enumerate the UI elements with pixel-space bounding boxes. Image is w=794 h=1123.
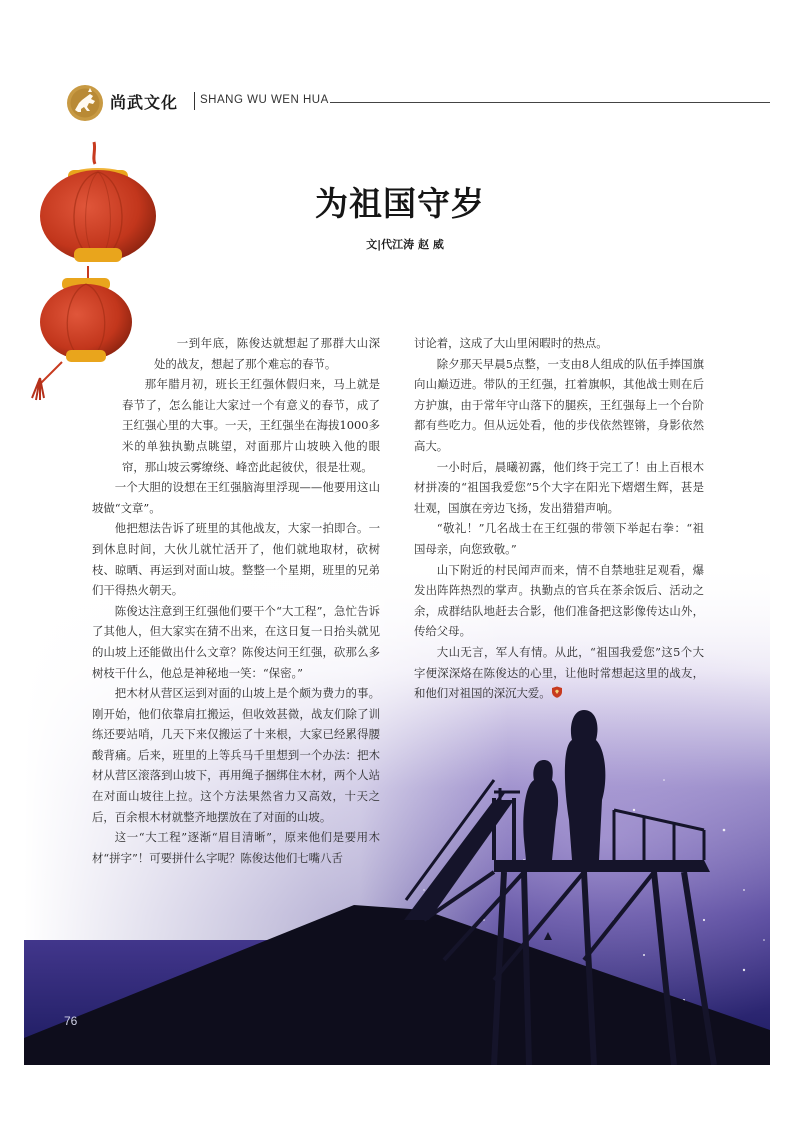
paragraph — [414, 642, 704, 704]
paragraph: “敬礼！”几名战士在王红强的带领下举起右拳：“祖国母亲，向您致敬。” — [414, 521, 704, 556]
warrior-horse-logo-icon — [66, 84, 104, 122]
paragraph: 陈俊达注意到王红强他们要干个“大工程”，急忙告诉了其他人，但大家实在猜不出来，在这日复一日抬头就见的山坡上还能做出什么文章？陈俊达问王红强，砍那么多树枝干什么，他总是神秘地一笑：“保密。” — [92, 603, 380, 680]
article-column-right — [414, 333, 704, 704]
header-rule — [330, 102, 770, 103]
paragraph: 他把想法告诉了班里的其他战友，大家一拍即合。一到休息时间，大伙儿就忙活开了，他们就地取材，砍树枝、晾晒、再运到对面山坡。整整一个星期，班里的兄弟们干得热火朝天。 — [92, 521, 380, 598]
paragraph: 这一“大工程”逐渐“眉目清晰”，原来他们是要用木材“拼字”！可要拼什么字呢？陈俊达他们七嘴八舌 — [92, 830, 380, 865]
article-column-left — [92, 333, 380, 868]
paragraph: 一到年底，陈俊达就想起了那群大山深处的战友，想起了那个难忘的春节。 — [154, 336, 380, 371]
brand-title: 尚武文化 — [110, 93, 179, 112]
shield-end-mark-icon — [551, 686, 563, 698]
paragraph: 山下附近的村民闻声而来，情不自禁地驻足观看，爆发出阵阵热烈的掌声。执勤点的官兵在茶余饭后、活动之余，成群结队地赶去合影，他们准备把这影像传达山外，传给父母。 — [414, 562, 704, 639]
top-lantern-icon — [38, 140, 162, 270]
page-number: 76 — [64, 1014, 78, 1028]
paragraph: 讨论着，这成了大山里闲暇时的热点。 — [414, 336, 608, 350]
article-title: 为祖国守岁 — [315, 184, 485, 223]
brand-subtitle: SHANG WU WEN HUA — [200, 94, 329, 106]
brand-divider — [194, 92, 195, 110]
paragraph: 那年腊月初，班长王红强休假归来，马上就是春节了，怎么能让大家过一个有意义的春节，成了王红强心里的大事。一天，王红强坐在海拔1000多米的单独执勤点眺望，对面那片山坡映入他的眼帘，那山坡云雾缭绕、峰峦此起彼伏，很是壮观。 — [122, 377, 380, 474]
final-paragraph-text: 大山无言，军人有情。从此，“祖国我爱您”这5个大字便深深烙在陈俊达的心里，让他时常想起这里的战友，和他们对祖国的深沉大爱。 — [414, 644, 704, 701]
paragraph: 一小时后，晨曦初露，他们终于完工了！由上百根木材拼凑的“祖国我爱您”5个大字在阳光下熠熠生辉，甚是壮观，国旗在旁边飞扬，发出猎猎声响。 — [414, 459, 704, 515]
article-byline: 文|代江涛 赵 威 — [366, 238, 444, 251]
section-header — [66, 82, 774, 122]
paragraph: 把木材从营区运到对面的山坡上是个颇为费力的事。刚开始，他们依靠肩扛搬运，但收效甚微，战友们除了训练还要站哨，几天下来仅搬运了十来根，大家已经累得腰酸背痛。后来，班里的上等兵马千里想到一个办法：把木材从营区滚落到山坡下，再用绳子捆绑住木材，两个人站在对面山坡往上拉。这个方法果然省力又高效，十天之后，百余根木材就整齐地摆放在了对面的山坡。 — [92, 686, 380, 824]
paragraph: 除夕那天早晨5点整，一支由8人组成的队伍手捧国旗向山巅迈进。带队的王红强，扛着旗帜，其他战士则在后方护旗，由于常年守山落下的腿疾，王红强每上一个台阶都有些吃力。但从远处看，他的步伐依然铿锵，身影依然高大。 — [414, 356, 704, 453]
paragraph: 一个大胆的设想在王红强脑海里浮现——他要用这山坡做“文章”。 — [92, 480, 380, 515]
